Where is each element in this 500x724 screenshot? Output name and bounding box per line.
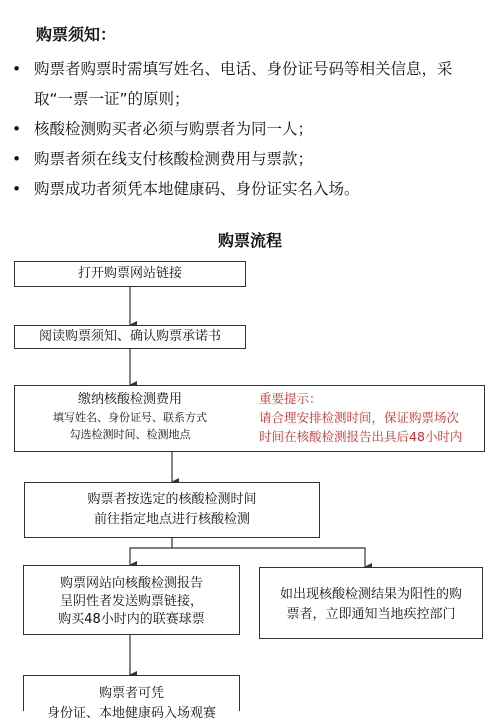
- notice-title: 购票须知：: [36, 25, 117, 44]
- rule-1-line-1: 购票者购票时需填写姓名、电话、身份证号码等相关信息，采: [34, 60, 453, 78]
- final-line-1: 购票者可凭: [98, 686, 164, 701]
- report-line-3: 购买48小时内的联赛球票: [58, 612, 205, 627]
- test-line-1: 购票者按选定的核酸检测时间: [87, 492, 257, 507]
- bullet: •: [12, 60, 22, 78]
- step-pay-fee: [14, 385, 485, 452]
- important-tip: [259, 389, 485, 446]
- step-enter-venue: [23, 675, 240, 721]
- rule-4-line-1: 购票成功者须凭本地健康码、身份证实名入场。: [34, 180, 360, 198]
- step-negative-result: [23, 565, 240, 635]
- tip-line-2: 时间在核酸检测报告出具后48小时内: [259, 429, 463, 444]
- report-line-1: 购票网站向核酸检测报告: [59, 576, 203, 591]
- rule-1-line-2: 取“一票一证”的原则；: [34, 90, 190, 108]
- test-line-2: 前往指定地点进行核酸检测: [93, 512, 250, 527]
- rule-3-line-1: 购票者须在线支付核酸检测费用与票款；: [34, 150, 314, 168]
- pay-sub-1: 填写姓名、身份证号、联系方式: [53, 411, 207, 424]
- positive-line-1: 如出现核酸检测结果为阳性的购: [279, 587, 462, 602]
- flow-title: 购票流程: [217, 231, 282, 250]
- bullet: •: [12, 180, 22, 198]
- pay-title: 缴纳核酸检测费用: [77, 392, 182, 407]
- branch-connector: [130, 538, 172, 565]
- step-open-link-text: 打开购票网站链接: [77, 266, 182, 281]
- step-positive-result: [259, 567, 483, 639]
- positive-line-2: 票者，立即通知当地疾控部门: [286, 607, 456, 622]
- rule-2-line-1: 核酸检测购买者必须与购票者为同一人；: [34, 120, 314, 138]
- step-open-link: [14, 261, 246, 287]
- pay-sub-2: 勾选检测时间、检测地点: [69, 428, 191, 441]
- tip-title: 重要提示：: [259, 391, 322, 406]
- step-read-notice: [14, 325, 246, 349]
- step-take-test: [24, 482, 320, 538]
- bullet: •: [12, 120, 22, 138]
- tip-line-1: 请合理安排检测时间，保证购票场次: [259, 410, 460, 425]
- final-line-2: 身份证、本地健康码入场观赛: [46, 706, 216, 721]
- report-line-2: 呈阴性者发送购票链接，: [59, 594, 203, 609]
- bullet: •: [12, 150, 22, 168]
- step-read-notice-text: 阅读购票须知、确认购票承诺书: [38, 329, 221, 344]
